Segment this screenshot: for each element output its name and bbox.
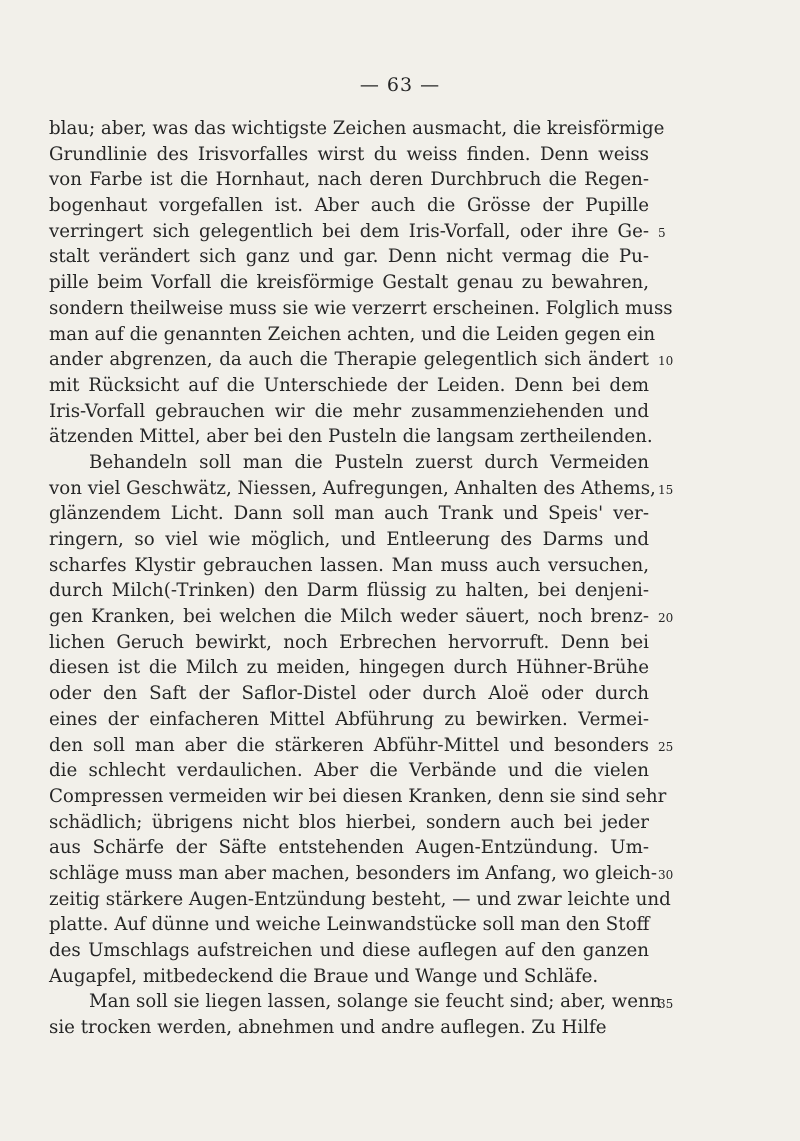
text-line: den soll man aber die stärkeren Abführ-Mittel und besonders — [49, 734, 649, 756]
text-line: Iris-Vorfall gebrauchen wir die mehr zusammenziehenden und — [49, 400, 649, 422]
margin-line-number: 20 — [658, 611, 674, 626]
text-line: von viel Geschwätz, Niessen, Aufregungen, Anhalten des Athems, — [49, 477, 656, 499]
text-line: schädlich; übrigens nicht blos hierbei, sondern auch bei jeder — [49, 811, 649, 833]
text-line: Grundlinie des Irisvorfalles wirst du weiss finden. Denn weiss — [49, 143, 649, 165]
text-line: mit Rücksicht auf die Unterschiede der Leiden. Denn bei dem — [49, 374, 649, 396]
text-line: man auf die genannten Zeichen achten, und die Leiden gegen ein — [49, 323, 656, 345]
margin-line-number: 10 — [658, 354, 674, 369]
text-line: des Umschlags aufstreichen und diese auflegen auf den ganzen — [49, 940, 649, 961]
margin-line-number: 5 — [658, 225, 666, 240]
text-line: oder den Saft der Saflor-Distel oder durch Aloë oder durch — [49, 683, 649, 705]
text-line: bogenhaut vorgefallen ist. Aber auch die Grösse der Pupille — [49, 195, 649, 217]
text-line: platte. Auf dünne und weiche Leinwandstücke soll man den Stoff — [49, 914, 650, 936]
text-line: Augapfel, mitbedeckend die Braue und Wange und Schläfe. — [49, 965, 599, 987]
page-number: — 63 — — [359, 74, 441, 96]
margin-line-number: 15 — [658, 482, 674, 497]
margin-line-number: 35 — [658, 996, 674, 1011]
text-line: scharfes Klystir gebrauchen lassen. Man muss auch versuchen, — [49, 554, 649, 576]
text-line: aus Schärfe der Säfte entstehenden Augen-Entzündung. Um- — [49, 837, 649, 859]
text-line: ätzenden Mittel, aber bei den Pusteln die langsam zertheilenden. — [49, 426, 653, 448]
text-line: Compressen vermeiden wir bei diesen Kranken, denn sie sind sehr — [49, 785, 667, 807]
text-line: zeitig stärkere Augen-Entzündung besteht, — und zwar leichte und — [49, 888, 671, 910]
text-line: die schlecht verdaulichen. Aber die Verbände und die vielen — [49, 760, 649, 782]
text-line: sondern theilweise muss sie wie verzerrt erscheinen. Folglich muss — [49, 297, 673, 319]
text-line: durch Milch(-Trinken) den Darm flüssig zu halten, bei denjeni- — [49, 580, 649, 602]
text-line: von Farbe ist die Hornhaut, nach deren Durchbruch die Regen- — [49, 169, 649, 191]
text-line: verringert sich gelegentlich bei dem Iris-Vorfall, oder ihre Ge- — [49, 220, 649, 242]
text-line: schläge muss man aber machen, besonders im Anfang, wo gleich- — [49, 862, 658, 884]
text-line: lichen Geruch bewirkt, noch Erbrechen hervorruft. Denn bei — [49, 631, 649, 653]
text-line: pille beim Vorfall die kreisförmige Gestalt genau zu bewahren, — [49, 272, 649, 294]
margin-line-number: 30 — [658, 868, 674, 883]
text-line: Behandeln soll man die Pusteln zuerst durch Vermeiden — [89, 451, 649, 473]
text-line: stalt verändert sich ganz und gar. Denn nicht vermag die Pu- — [49, 246, 649, 268]
text-line: ander abgrenzen, da auch die Therapie gelegentlich sich ändert — [49, 349, 649, 371]
margin-line-number: 25 — [658, 739, 674, 754]
text-line: Man soll sie liegen lassen, solange sie feucht sind; aber, wenn — [89, 991, 662, 1013]
text-line: blau; aber, was das wichtigste Zeichen ausmacht, die kreisförmige — [49, 118, 665, 139]
text-line: sie trocken werden, abnehmen und andre auflegen. Zu Hilfe — [49, 1017, 607, 1039]
text-line: eines der einfacheren Mittel Abführung zu bewirken. Vermei- — [49, 708, 649, 730]
text-line: diesen ist die Milch zu meiden, hingegen durch Hühner-Brühe — [49, 657, 649, 679]
text-line: glänzendem Licht. Dann soll man auch Trank und Speis' ver- — [49, 503, 649, 525]
text-line: gen Kranken, bei welchen die Milch weder säuert, noch brenz- — [49, 606, 649, 628]
text-line: ringern, so viel wie möglich, und Entleerung des Darms und — [49, 529, 649, 550]
